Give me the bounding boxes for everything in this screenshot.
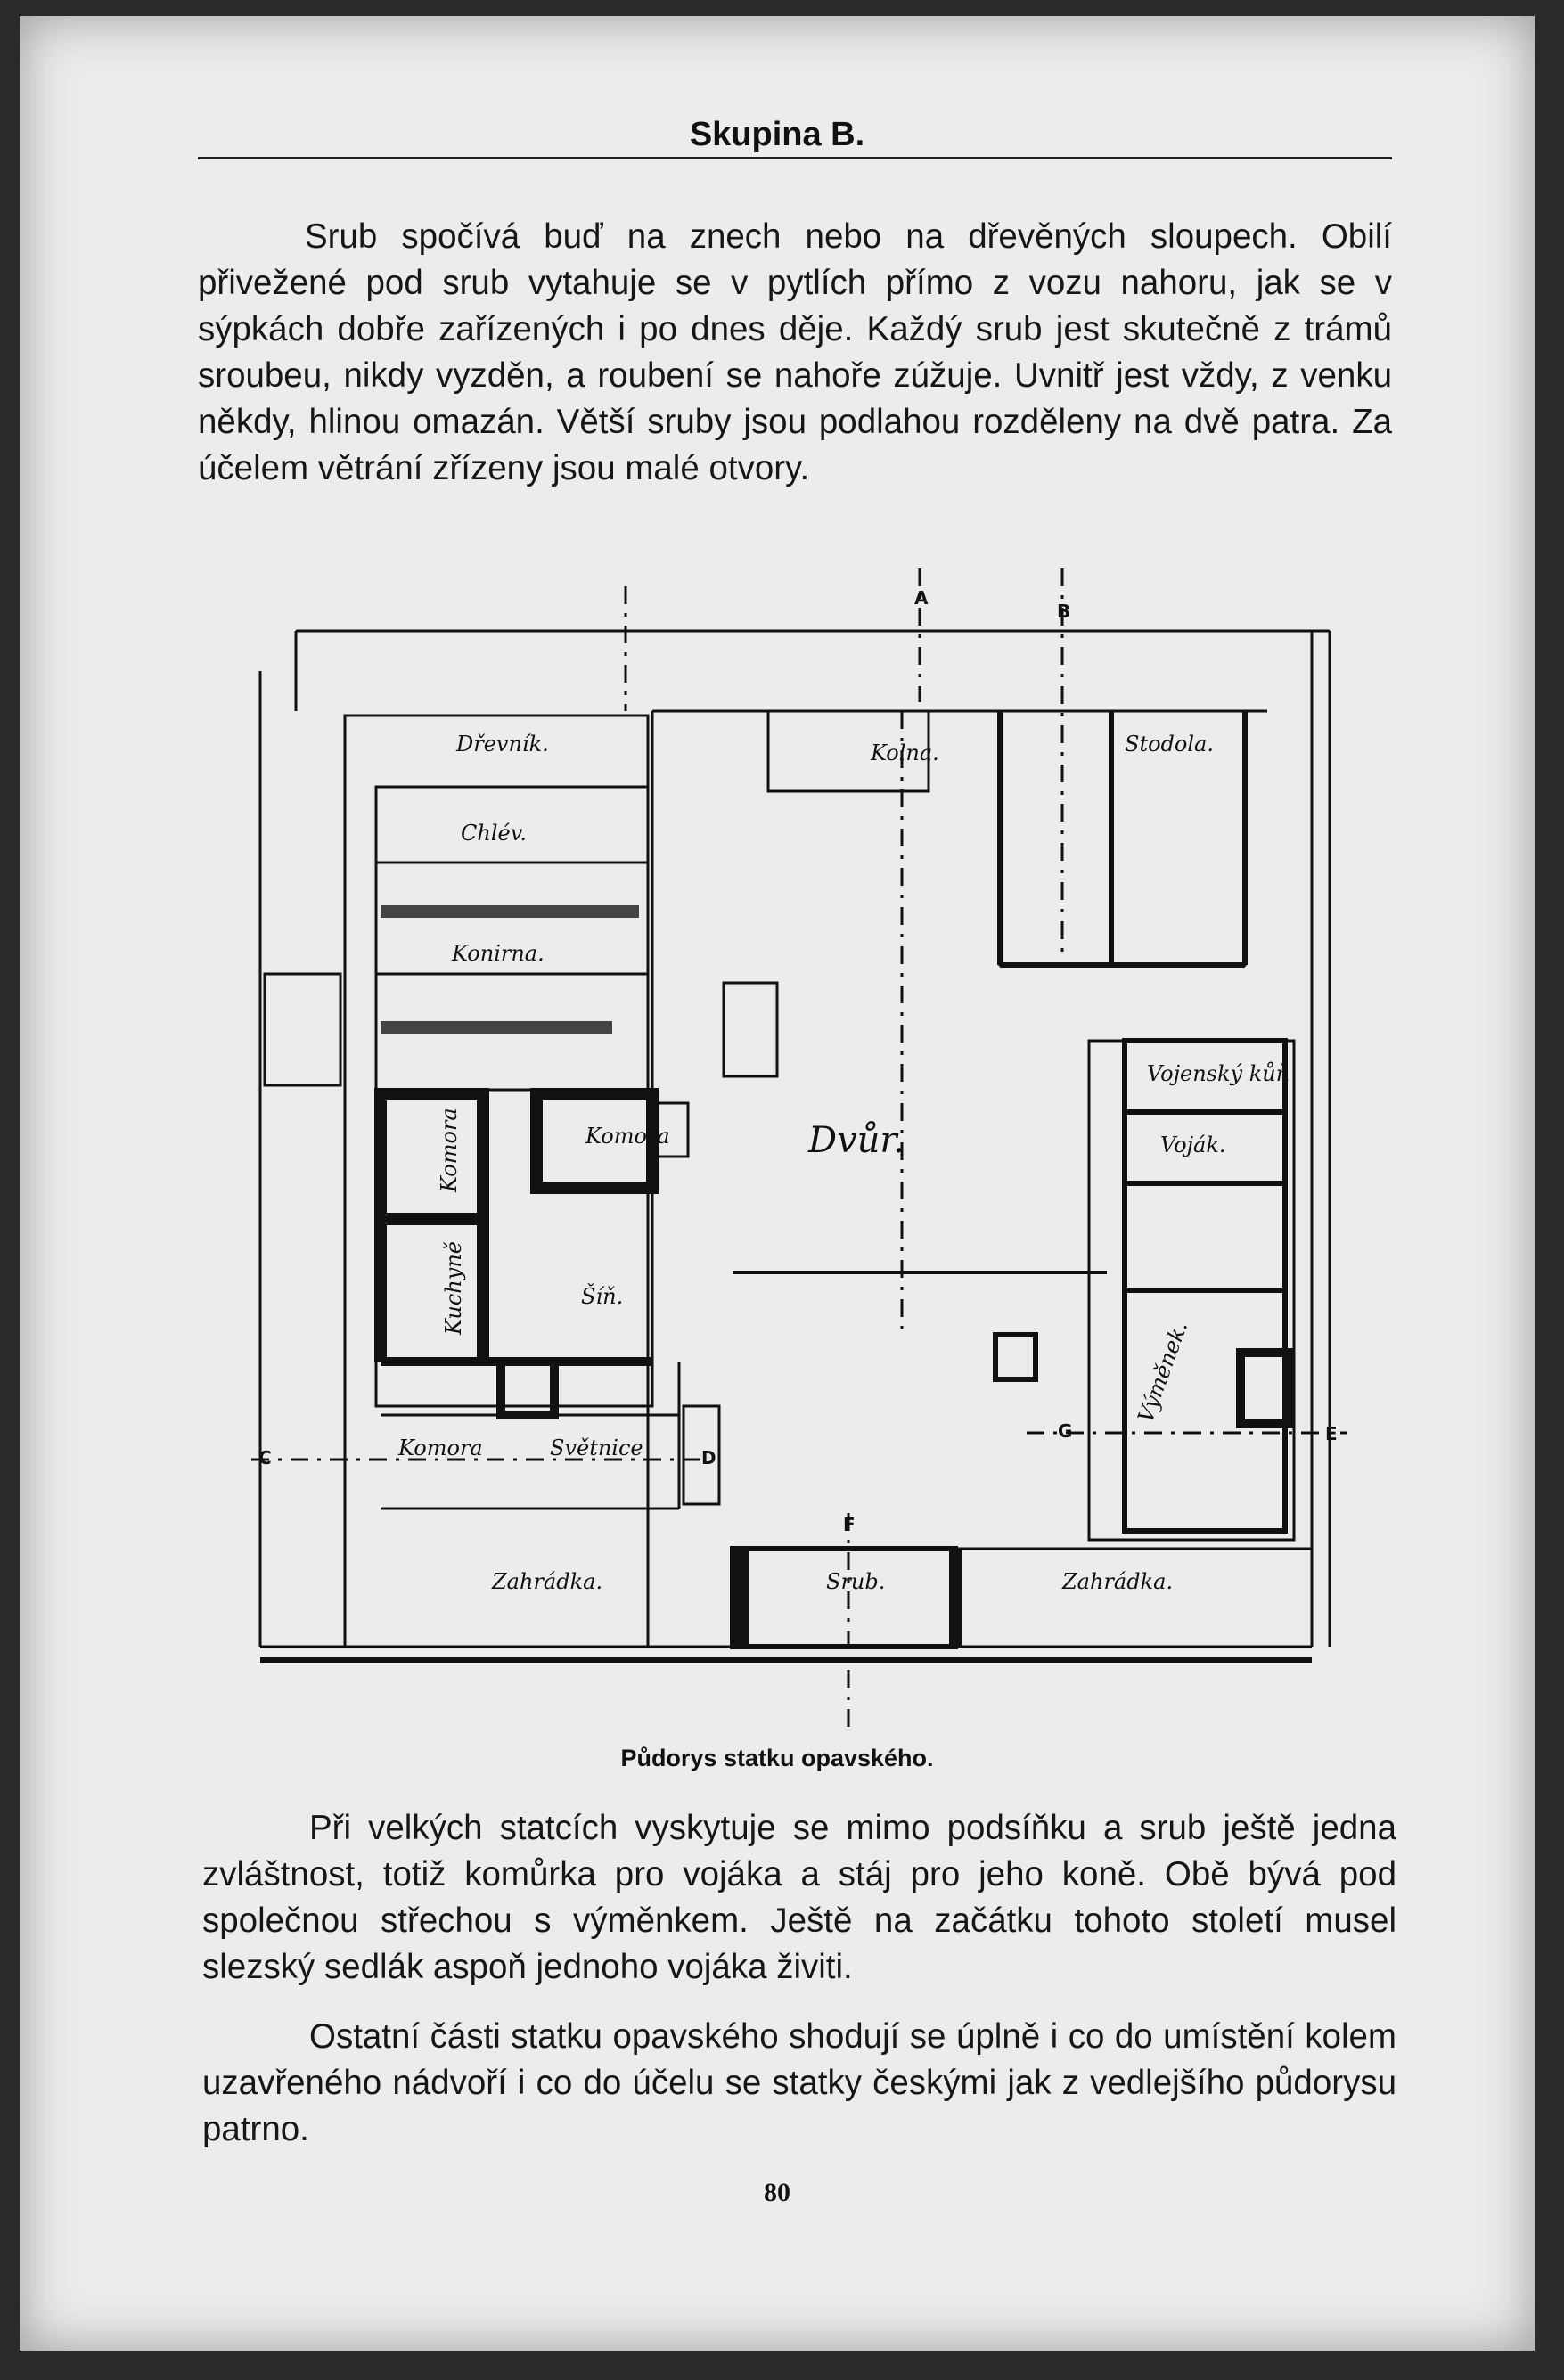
room-vymenek: Výměnek. xyxy=(1133,1317,1193,1427)
room-vojak: Voják. xyxy=(1160,1133,1226,1157)
room-srub: Srub. xyxy=(826,1569,886,1594)
room-komora-vertical: Komora xyxy=(437,1108,462,1192)
figure-caption: Půdorys statku opavského. xyxy=(620,1745,934,1771)
room-komora-left: Komora xyxy=(398,1435,483,1460)
section-mark-d: D xyxy=(701,1447,716,1468)
section-mark-a: A xyxy=(914,587,929,609)
header-rule xyxy=(198,157,1392,159)
section-mark-e: E xyxy=(1325,1423,1338,1444)
paragraph-3: Ostatní části statku opavského shodují se úplně i co do umístění kolem uzavřeného nádvoří i co do účelu se statky českými jak z vedlejšího půdorysu patrno. xyxy=(202,2017,1396,2148)
room-chlev: Chlév. xyxy=(461,821,528,846)
room-komora-top: Komora xyxy=(585,1124,670,1149)
room-kolna: Kolna. xyxy=(871,740,939,765)
room-konirna: Konirna. xyxy=(452,941,545,966)
room-dvur: Dvůr. xyxy=(808,1120,905,1161)
section-mark-c: C xyxy=(258,1447,272,1468)
book-page xyxy=(20,16,1535,2351)
section-mark-b: B xyxy=(1057,601,1071,622)
section-mark-g: G xyxy=(1058,1420,1073,1442)
page-number: 80 xyxy=(764,2178,790,2207)
page-header: Skupina B. xyxy=(689,116,865,153)
room-drevnik: Dřevník. xyxy=(456,732,549,757)
room-zahradka-left: Zahrádka. xyxy=(492,1569,603,1594)
room-kuchyne: Kuchyně xyxy=(441,1241,466,1335)
room-zahradka-right: Zahrádka. xyxy=(1062,1569,1174,1594)
room-sin: Šíň. xyxy=(581,1284,624,1309)
section-mark-f: F xyxy=(843,1514,856,1535)
paragraph-1: Srub spočívá buď na znech nebo na dřevěných sloupech. Obilí přivežené pod srub vytahuje se v pytlích přímo z vozu nahoru, jak se v sýpkách dobře zařízených i po dnes děje. Každý srub jest skutečně z trámů sroubeu, nikdy vyzděn, a roubení se nahoře zúžuje. Uvnitř jest vždy, z venku někdy, hlinou omazán. Větší sruby jsou podlahou rozděleny na dvě patra. Za účelem větrání zřízeny jsou malé otvory. xyxy=(198,217,1392,487)
floor-plan-drawing xyxy=(233,568,1347,1745)
room-svetnice: Světnice xyxy=(550,1435,643,1460)
room-stodola: Stodola. xyxy=(1125,732,1214,757)
paragraph-2: Při velkých statcích vyskytuje se mimo podsíňku a srub ještě jedna zvláštnost, totiž komůrka pro vojáka a stáj pro jeho koně. Obě bývá pod společnou střechou s výměnkem. Ještě na začátku tohoto století musel slezský sedlák aspoň jednoho vojáka živiti. xyxy=(202,1809,1396,1986)
floor-plan-figure xyxy=(233,568,1347,1745)
room-vojensky-kun: Vojenský kůň xyxy=(1147,1061,1290,1086)
